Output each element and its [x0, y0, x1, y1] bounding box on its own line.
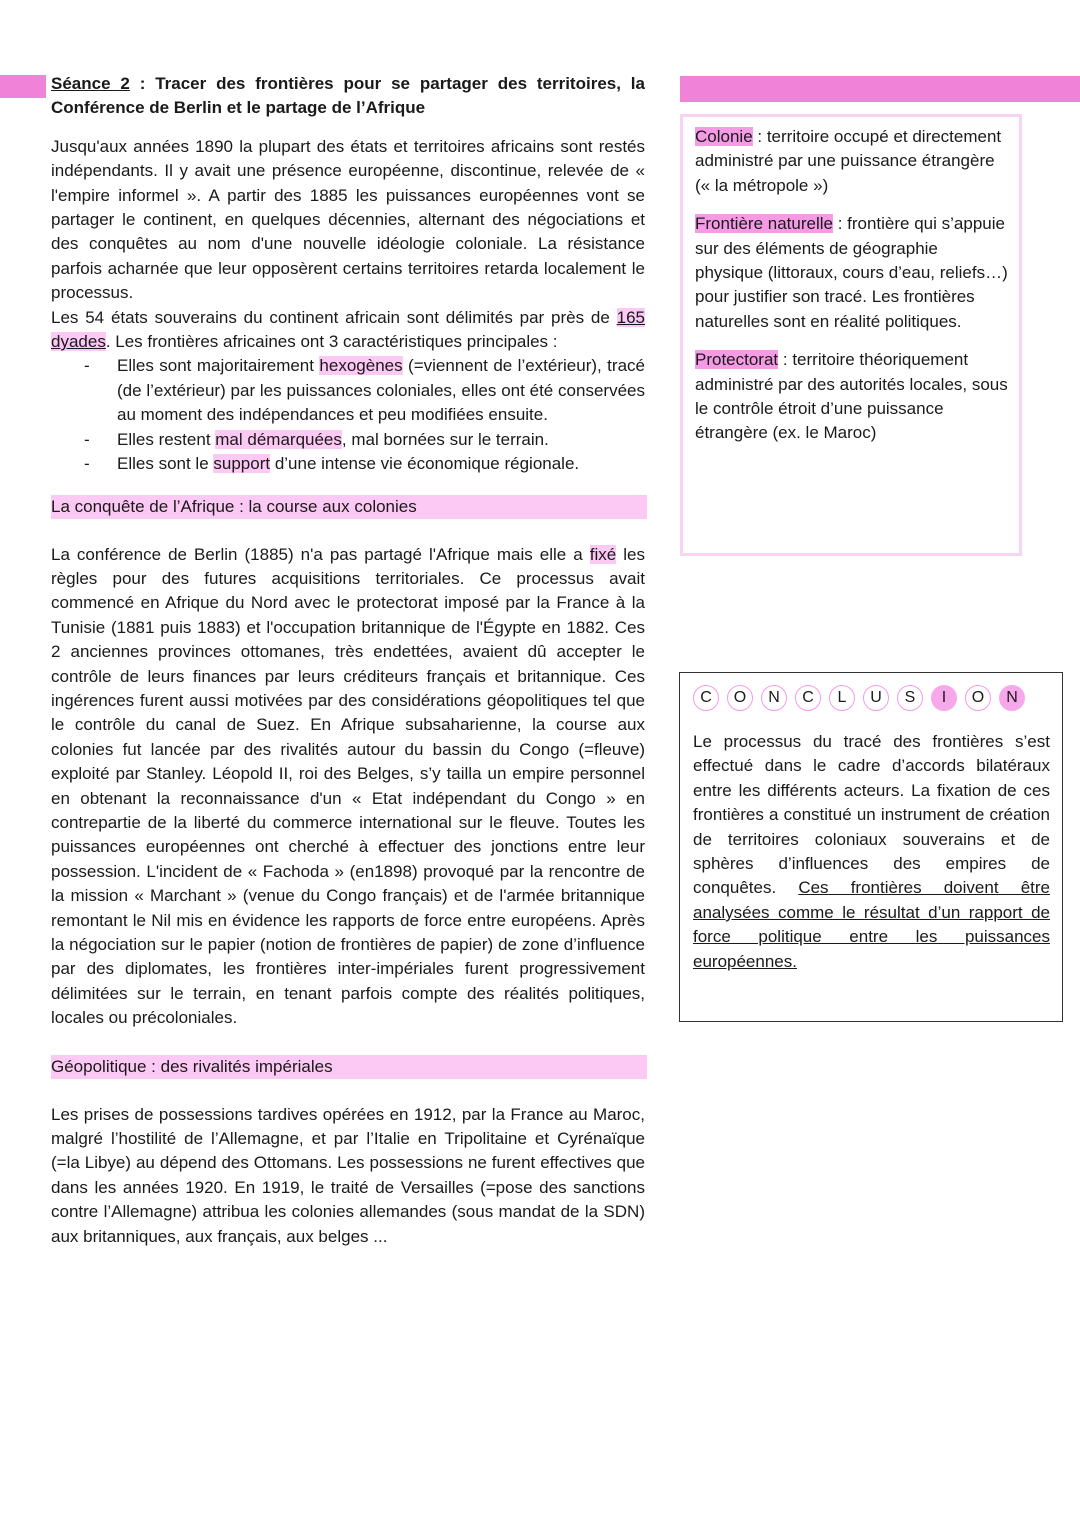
conclusion-box: [679, 672, 1063, 1022]
conclusion-letter: S: [897, 685, 923, 711]
title-text: : Tracer des frontières pour se partager des territoires, la Conférence de Berlin et le partage de l’Afrique: [51, 74, 645, 118]
definition-term: Protectorat: [695, 350, 779, 370]
dyades-highlight: 165 dyades: [51, 307, 645, 352]
definition-frontiere-naturelle: Frontière naturelle : frontière qui s’appuie sur des éléments de géographie physique (littoraux, cours d’eau, reliefs…) pour justifier son tracé. Les frontières naturelles sont en réalité politiques.: [695, 214, 1008, 331]
definitions-box: [680, 114, 1022, 556]
highlight-term: support: [213, 454, 271, 474]
conclusion-letter: N: [761, 685, 787, 711]
geopolitique-paragraph: Les prises de possessions tardives opérées en 1912, par la France au Maroc, malgré l’hostilité de l’Allemagne, et par l’Italie en Tripolitaine et Cyrénaïque (=la Libye) au dépend des Ottomans. Les possessions ne furent effectives que dans les années 1920. En 1919, le traité de Versailles (=pose des sanctions contre l’Allemagne) attribua les colonies allemandes (sous mandat de la SDN) aux britanniques, aux français, aux belges ...: [51, 1104, 645, 1246]
definition-term: Frontière naturelle: [695, 214, 833, 234]
conclusion-letter: C: [693, 685, 719, 711]
list-item: - Elles restent mal démarquées, mal bornées sur le terrain.: [51, 428, 645, 452]
conclusion-title: [693, 685, 1050, 711]
highlight-term: mal démarquées: [215, 429, 342, 449]
characteristics-list: [51, 354, 645, 476]
list-item: - Elles sont majoritairement hexogènes (=viennent de l’extérieur), tracé (de l’extérieur) par les puissances coloniales, elles ont été conservées au moment des indépendances et peu modifiées ensuite.: [51, 354, 645, 427]
section-heading-conquete: La conquête de l’Afrique : la course aux colonies: [51, 495, 647, 519]
fixe-highlight: fixé: [589, 544, 617, 564]
conclusion-letter: C: [795, 685, 821, 711]
page-title: [51, 72, 645, 121]
conclusion-letter: L: [829, 685, 855, 711]
list-item: - Elles sont le support d’une intense vie économique régionale.: [51, 452, 645, 476]
conquete-paragraph: La conférence de Berlin (1885) n'a pas partagé l'Afrique mais elle a fixé les règles pour des futures acquisitions territoriales. Ce processus avait commencé en Afrique du Nord avec le protectorat imposé par la France à la Tunisie (1881 puis 1883) et l'occupation britannique de l'Égypte en 1882. Ces 2 anciennes provinces ottomanes, très endettées, avaient dû accepter le contrôle de leurs finances par leurs créditeurs français et britannique. Ces ingérences furent aussi motivées par des considérations géopolitiques tel que le contrôle du canal de Suez. En Afrique subsaharienne, la course aux colonies fut lancée par des rivalités autour du bassin du Congo (=fleuve) exploité par Stanley. Léopold II, roi des Belges, s’y tailla un empire personnel en obtenant la reconnaissance d'un « Etat indépendant du Congo » en contrepartie de la liberté du commerce international sur le fleuve. Toutes les puissances européennes ont cherché à effectuer des jonctions entre leur possession. L'incident de « Fachoda » (en1898) provoqué par la rencontre de la mission « Marchant » (venue du Congo français) et de l'armée britannique remontant le Nil mis en évidence les rapports de force entre européens. Après la négociation sur le papier (notion de frontières de papier) de zone d’influence par des diplomates, les frontières inter-impériales furent progressivement délimitées sur le terrain, en tenant parfois compte des réalités politiques, locales ou précoloniales.: [51, 544, 645, 1028]
title-accent-bar: [0, 75, 46, 98]
dyades-sentence: Les 54 états souverains du continent africain sont délimités par près de 165 dyades. Les frontières africaines ont 3 caractéristiques principales :: [51, 307, 645, 352]
main-column: [51, 72, 645, 1249]
conclusion-letter: O: [965, 685, 991, 711]
conclusion-letter: I: [931, 685, 957, 711]
conclusion-letter: U: [863, 685, 889, 711]
definition-colonie: Colonie : territoire occupé et directement administré par une puissance étrangère (« la métropole »): [695, 127, 1002, 195]
definition-protectorat: Protectorat : territoire théoriquement administré par des autorités locales, sous le contrôle étroit d’une puissance étrangère (ex. le Maroc): [695, 350, 1008, 443]
conclusion-letter: N: [999, 685, 1025, 711]
section-heading-geopolitique: Géopolitique : des rivalités impériales: [51, 1055, 647, 1079]
definition-term: Colonie: [695, 127, 753, 146]
intro-paragraph: Jusqu'aux années 1890 la plupart des états et territoires africains sont restés indépendants. Il y avait une présence européenne, discontinue, relevée de « l'empire informel ». A partir des 1885 les puissances européennes vont se partager le continent, en quelques décennies, alternant des négociations et des conquêtes au nom d'une nouvelle idéologie coloniale. La résistance parfois acharnée que leur opposèrent certains territoires retarda localement le processus.: [51, 136, 645, 303]
conclusion-letter: O: [727, 685, 753, 711]
conclusion-underlined: Ces frontières doivent être analysées comme le résultat d’un rapport de force politique entre les puissances européennes.: [693, 878, 1050, 971]
definitions-accent-bar: [680, 76, 1080, 102]
highlight-term: hexogènes: [319, 356, 403, 376]
conclusion-text: Le processus du tracé des frontières s’est effectué dans le cadre d’accords bilatéraux entre les différents acteurs. La fixation de ces frontières a constitué un instrument de création de territoires coloniaux souverains et de sphères d’influences des empires de conquêtes. Ces frontières doivent être analysées comme le résultat d’un rapport de force politique entre les puissances européennes.: [693, 732, 1050, 971]
seance-label: Séance 2: [51, 74, 130, 93]
